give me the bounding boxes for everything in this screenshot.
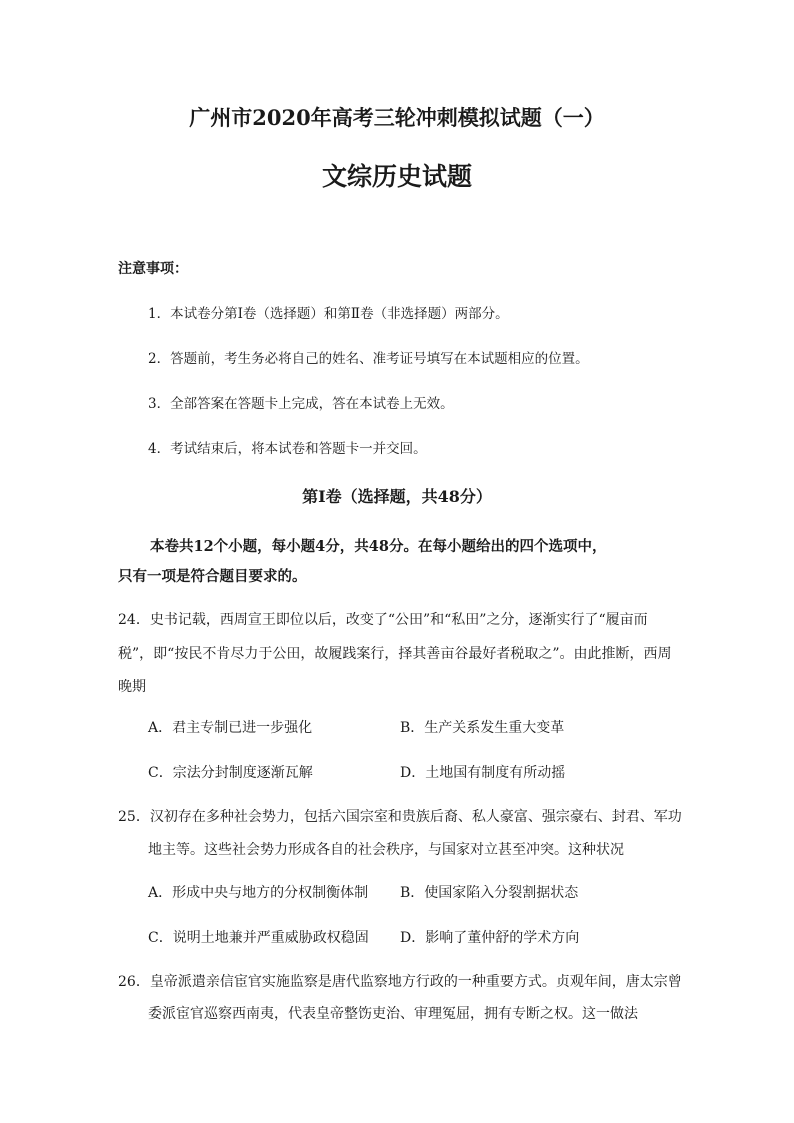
exam-subtitle: 文综历史试题 [321,162,472,191]
option-b: B．使国家陷入分裂割据状态 [400,885,579,901]
question-26-text: 委派宦官巡察西南夷，代表皇帝整饬吏治、审理冤屈，拥有专断之权。这一做法 [148,1006,638,1022]
question-24-text: 晚期 [118,679,146,695]
note-item: 2．答题前，考生务必将自己的姓名、准考证号填写在本试题相应的位置。 [148,351,589,367]
option-d: D．土地国有制度有所动摇 [400,765,566,781]
question-24-text: 24．史书记载，西周宣王即位以后，改变了“公田”和“私田”之分，逐渐实行了“履亩而 [118,612,648,628]
option-c: C．宗法分封制度逐渐瓦解 [148,765,313,781]
section-intro: 只有一项是符合题目要求的。 [118,568,307,585]
option-b: B．生产关系发生重大变革 [400,720,565,736]
exam-title: 广州市2020年高考三轮冲刺模拟试题（一） [189,105,605,130]
question-26-text: 26．皇帝派遣亲信宦官实施监察是唐代监察地方行政的一种重要方式。贞观年间，唐太宗曾 [118,974,682,990]
option-a: A．形成中央与地方的分权制衡体制 [148,885,369,901]
question-25-text: 25．汉初存在多种社会势力，包括六国宗室和贵族后裔、私人豪富、强宗豪右、封君、军功 [118,809,682,825]
notes-heading: 注意事项： [118,261,188,277]
note-item: 4．考试结束后，将本试卷和答题卡一并交回。 [148,441,427,457]
question-25-text: 地主等。这些社会势力形成各自的社会秩序，与国家对立甚至冲突。这种状况 [148,842,624,858]
option-a: A．君主专制已进一步强化 [148,720,313,736]
note-item: 1．本试卷分第Ⅰ卷（选择题）和第Ⅱ卷（非选择题）两部分。 [148,306,509,322]
option-c: C．说明土地兼并严重威胁政权稳固 [148,930,369,946]
section-title: 第Ⅰ卷（选择题，共48分） [302,487,492,506]
section-intro: 本卷共12个小题，每小题4分，共48分。在每小题给出的四个选项中， [150,538,607,555]
option-d: D．影响了董仲舒的学术方向 [400,930,580,946]
question-24-text: 税”，即“按民不肯尽力于公田，故履践案行，择其善亩谷最好者税取之”。由此推断，西周 [118,646,672,662]
note-item: 3．全部答案在答题卡上完成，答在本试卷上无效。 [148,396,454,412]
